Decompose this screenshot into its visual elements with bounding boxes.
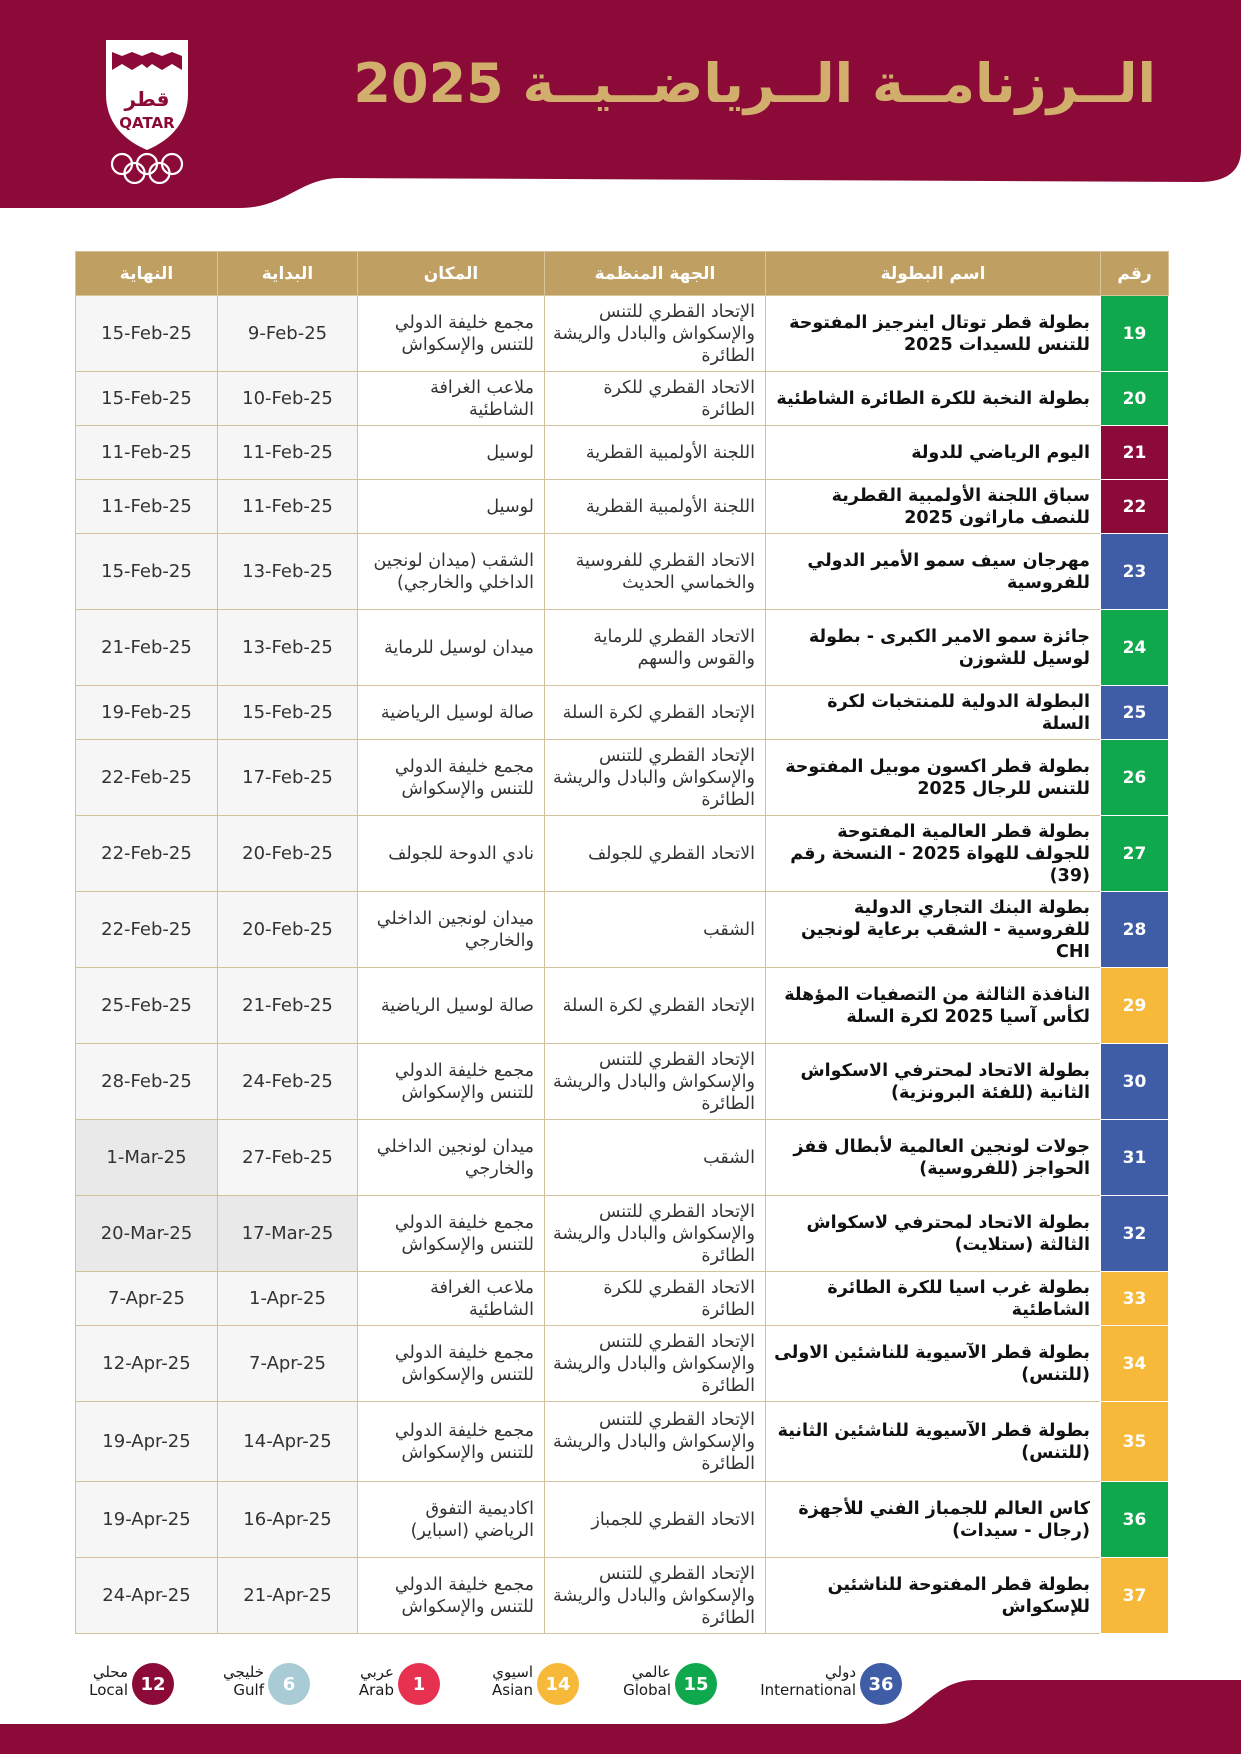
venue: اكاديمية التفوق الرياضي (اسباير)	[358, 1482, 545, 1558]
organizer: الاتحاد القطري للجمباز	[545, 1482, 766, 1558]
venue: مجمع خليفة الدولي للتنس والإسكواش	[358, 1196, 545, 1272]
legend-label-arabic: اسيوي	[492, 1663, 533, 1681]
start-date: 9-Feb-25	[218, 296, 358, 372]
row-number: 29	[1101, 968, 1169, 1044]
organizer: الشقب	[545, 1120, 766, 1196]
venue: ميدان لونجين الداخلي والخارجي	[358, 892, 545, 968]
table-row	[76, 372, 1169, 426]
table-row	[76, 816, 1169, 892]
row-number: 27	[1101, 816, 1169, 892]
table-row	[76, 968, 1169, 1044]
tournament-name: النافذة الثالثة من التصفيات المؤهلة لكأس آسيا 2025 لكرة السلة	[766, 968, 1101, 1044]
start-date: 17-Mar-25	[218, 1196, 358, 1272]
tournament-name: بطولة قطر الآسيوية للناشئين الثانية (للتنس)	[766, 1402, 1101, 1482]
end-date: 24-Apr-25	[76, 1558, 218, 1634]
table-body	[76, 296, 1169, 1634]
table-row	[76, 1558, 1169, 1634]
start-date: 16-Apr-25	[218, 1482, 358, 1558]
venue: نادي الدوحة للجولف	[358, 816, 545, 892]
row-number: 19	[1101, 296, 1169, 372]
table-row	[76, 296, 1169, 372]
legend-count-badge: 6	[268, 1663, 310, 1705]
end-date: 1-Mar-25	[76, 1120, 218, 1196]
olympic-rings-icon	[112, 154, 182, 183]
legend-label-english: Arab	[358, 1681, 394, 1699]
page-title: الــرزنامــة الــرياضــيــة 2025	[353, 52, 1156, 115]
tournament-name: البطولة الدولية للمنتخبات لكرة السلة	[766, 686, 1101, 740]
schedule-table	[75, 251, 1169, 1634]
tournament-name: بطولة غرب اسيا للكرة الطائرة الشاطئية	[766, 1272, 1101, 1326]
tournament-name: بطولة قطر الآسيوية للناشئين الاولى (للتنس)	[766, 1326, 1101, 1402]
venue: صالة لوسيل الرياضية	[358, 968, 545, 1044]
organizer: اللجنة الأولمبية القطرية	[545, 426, 766, 480]
venue: مجمع خليفة الدولي للتنس والإسكواش	[358, 1558, 545, 1634]
tournament-name: مهرجان سيف سمو الأمير الدولي للفروسية	[766, 534, 1101, 610]
start-date: 1-Apr-25	[218, 1272, 358, 1326]
venue: مجمع خليفة الدولي للتنس والإسكواش	[358, 1402, 545, 1482]
legend-label-arabic: عربي	[360, 1663, 394, 1681]
legend-label-english: Local	[89, 1681, 128, 1699]
start-date: 21-Feb-25	[218, 968, 358, 1044]
organizer: الاتحاد القطري للكرة الطائرة	[545, 372, 766, 426]
start-date: 14-Apr-25	[218, 1402, 358, 1482]
table-row	[76, 686, 1169, 740]
column-header-name: اسم البطولة	[766, 252, 1101, 296]
table-row	[76, 534, 1169, 610]
venue: ملاعب الغرافة الشاطئية	[358, 372, 545, 426]
qatar-olympic-logo	[100, 34, 194, 184]
row-number: 26	[1101, 740, 1169, 816]
table-row	[76, 740, 1169, 816]
organizer: الإتحاد القطري للتنس والإسكواش والبادل والريشة الطائرة	[545, 296, 766, 372]
legend-count-badge: 1	[398, 1663, 440, 1705]
end-date: 21-Feb-25	[76, 610, 218, 686]
organizer: الإتحاد القطري للتنس والإسكواش والبادل والريشة الطائرة	[545, 1044, 766, 1120]
end-date: 25-Feb-25	[76, 968, 218, 1044]
tournament-name: جولات لونجين العالمية لأبطال قفز الحواجز (للفروسية)	[766, 1120, 1101, 1196]
venue: مجمع خليفة الدولي للتنس والإسكواش	[358, 296, 545, 372]
start-date: 21-Apr-25	[218, 1558, 358, 1634]
row-number: 28	[1101, 892, 1169, 968]
start-date: 13-Feb-25	[218, 610, 358, 686]
legend-label-arabic: دولي	[825, 1663, 856, 1681]
venue: مجمع خليفة الدولي للتنس والإسكواش	[358, 1044, 545, 1120]
organizer: الإتحاد القطري للتنس والإسكواش والبادل والريشة الطائرة	[545, 1402, 766, 1482]
row-number: 36	[1101, 1482, 1169, 1558]
organizer: الشقب	[545, 892, 766, 968]
organizer: الاتحاد القطري للفروسية والخماسي الحديث	[545, 534, 766, 610]
organizer: الاتحاد القطري للرماية والقوس والسهم	[545, 610, 766, 686]
organizer: الاتحاد القطري للكرة الطائرة	[545, 1272, 766, 1326]
row-number: 34	[1101, 1326, 1169, 1402]
end-date: 20-Mar-25	[76, 1196, 218, 1272]
row-number: 25	[1101, 686, 1169, 740]
end-date: 11-Feb-25	[76, 480, 218, 534]
venue: ميدان لوسيل للرماية	[358, 610, 545, 686]
end-date: 11-Feb-25	[76, 426, 218, 480]
start-date: 11-Feb-25	[218, 480, 358, 534]
end-date: 15-Feb-25	[76, 296, 218, 372]
footer-band	[0, 1660, 1241, 1754]
start-date: 7-Apr-25	[218, 1326, 358, 1402]
organizer: الإتحاد القطري لكرة السلة	[545, 686, 766, 740]
column-header-number: رقم	[1101, 252, 1169, 296]
start-date: 27-Feb-25	[218, 1120, 358, 1196]
table-row	[76, 480, 1169, 534]
row-number: 35	[1101, 1402, 1169, 1482]
end-date: 12-Apr-25	[76, 1326, 218, 1402]
venue: مجمع خليفة الدولي للتنس والإسكواش	[358, 740, 545, 816]
row-number: 20	[1101, 372, 1169, 426]
table-row	[76, 1120, 1169, 1196]
tournament-name: بطولة الاتحاد لمحترفي الاسكواش الثانية (للفئة البرونزية)	[766, 1044, 1101, 1120]
legend-label-english: Global	[623, 1681, 671, 1699]
end-date: 22-Feb-25	[76, 740, 218, 816]
column-header-start: البداية	[218, 252, 358, 296]
organizer: الإتحاد القطري للتنس والإسكواش والبادل والريشة الطائرة	[545, 1326, 766, 1402]
tournament-name: اليوم الرياضي للدولة	[766, 426, 1101, 480]
legend-label-english: International	[760, 1681, 856, 1699]
venue: لوسيل	[358, 480, 545, 534]
logo-english-text: QATAR	[119, 114, 175, 132]
tournament-name: بطولة الاتحاد لمحترفي لاسكواش الثالثة (ستلايت)	[766, 1196, 1101, 1272]
end-date: 15-Feb-25	[76, 372, 218, 426]
legend-count-badge: 36	[860, 1663, 902, 1705]
tournament-name: بطولة قطر المفتوحة للناشئين للإسكواش	[766, 1558, 1101, 1634]
table-row	[76, 1326, 1169, 1402]
table-row	[76, 1044, 1169, 1120]
start-date: 13-Feb-25	[218, 534, 358, 610]
column-header-organizer: الجهة المنظمة	[545, 252, 766, 296]
row-number: 23	[1101, 534, 1169, 610]
legend-count-badge: 12	[132, 1663, 174, 1705]
venue: الشقب (ميدان لونجين الداخلي والخارجي)	[358, 534, 545, 610]
end-date: 15-Feb-25	[76, 534, 218, 610]
end-date: 19-Feb-25	[76, 686, 218, 740]
legend-label-arabic: عالمي	[631, 1663, 671, 1681]
column-header-venue: المكان	[358, 252, 545, 296]
tournament-name: جائزة سمو الامير الكبرى - بطولة لوسيل للشوزن	[766, 610, 1101, 686]
start-date: 20-Feb-25	[218, 892, 358, 968]
legend-count-badge: 15	[675, 1663, 717, 1705]
legend-count-badge: 14	[537, 1663, 579, 1705]
table-row	[76, 1272, 1169, 1326]
tournament-name: سباق اللجنة الأولمبية القطرية للنصف ماراثون 2025	[766, 480, 1101, 534]
end-date: 19-Apr-25	[76, 1482, 218, 1558]
table-row	[76, 1482, 1169, 1558]
end-date: 28-Feb-25	[76, 1044, 218, 1120]
end-date: 22-Feb-25	[76, 816, 218, 892]
row-number: 32	[1101, 1196, 1169, 1272]
venue: لوسيل	[358, 426, 545, 480]
end-date: 22-Feb-25	[76, 892, 218, 968]
organizer: الإتحاد القطري للتنس والإسكواش والبادل والريشة الطائرة	[545, 740, 766, 816]
venue: مجمع خليفة الدولي للتنس والإسكواش	[358, 1326, 545, 1402]
venue: ميدان لونجين الداخلي والخارجي	[358, 1120, 545, 1196]
row-number: 30	[1101, 1044, 1169, 1120]
tournament-name: كاس العالم للجمباز الفني للأجهزة (رجال - سيدات)	[766, 1482, 1101, 1558]
row-number: 21	[1101, 426, 1169, 480]
table-row	[76, 1402, 1169, 1482]
venue: صالة لوسيل الرياضية	[358, 686, 545, 740]
start-date: 11-Feb-25	[218, 426, 358, 480]
column-header-end: النهاية	[76, 252, 218, 296]
table-header-row	[76, 252, 1169, 296]
table-row	[76, 426, 1169, 480]
end-date: 19-Apr-25	[76, 1402, 218, 1482]
legend-label-arabic: خليجي	[223, 1663, 264, 1681]
start-date: 10-Feb-25	[218, 372, 358, 426]
row-number: 31	[1101, 1120, 1169, 1196]
table-row	[76, 610, 1169, 686]
row-number: 33	[1101, 1272, 1169, 1326]
organizer: الإتحاد القطري لكرة السلة	[545, 968, 766, 1044]
logo-arabic-text: قطر	[124, 87, 170, 111]
tournament-name: بطولة قطر اكسون موبيل المفتوحة للتنس للرجال 2025	[766, 740, 1101, 816]
row-number: 22	[1101, 480, 1169, 534]
tournament-name: بطولة النخبة للكرة الطائرة الشاطئية	[766, 372, 1101, 426]
legend-label-english: Asian	[492, 1681, 533, 1699]
start-date: 17-Feb-25	[218, 740, 358, 816]
start-date: 20-Feb-25	[218, 816, 358, 892]
end-date: 7-Apr-25	[76, 1272, 218, 1326]
venue: ملاعب الغرافة الشاطئية	[358, 1272, 545, 1326]
tournament-name: بطولة قطر توتال اينرجيز المفتوحة للتنس للسيدات 2025	[766, 296, 1101, 372]
organizer: الإتحاد القطري للتنس والإسكواش والبادل والريشة الطائرة	[545, 1196, 766, 1272]
table-row	[76, 892, 1169, 968]
tournament-name: بطولة قطر العالمية المفتوحة للجولف للهواة 2025 - النسخة رقم (39)	[766, 816, 1101, 892]
organizer: الاتحاد القطري للجولف	[545, 816, 766, 892]
organizer: اللجنة الأولمبية القطرية	[545, 480, 766, 534]
row-number: 24	[1101, 610, 1169, 686]
organizer: الإتحاد القطري للتنس والإسكواش والبادل والريشة الطائرة	[545, 1558, 766, 1634]
table-row	[76, 1196, 1169, 1272]
start-date: 15-Feb-25	[218, 686, 358, 740]
row-number: 37	[1101, 1558, 1169, 1634]
start-date: 24-Feb-25	[218, 1044, 358, 1120]
legend-label-english: Gulf	[233, 1681, 264, 1699]
legend-label-arabic: محلي	[92, 1663, 128, 1681]
tournament-name: بطولة البنك التجاري الدولية للفروسية - الشقب برعاية لونجين CHI	[766, 892, 1101, 968]
